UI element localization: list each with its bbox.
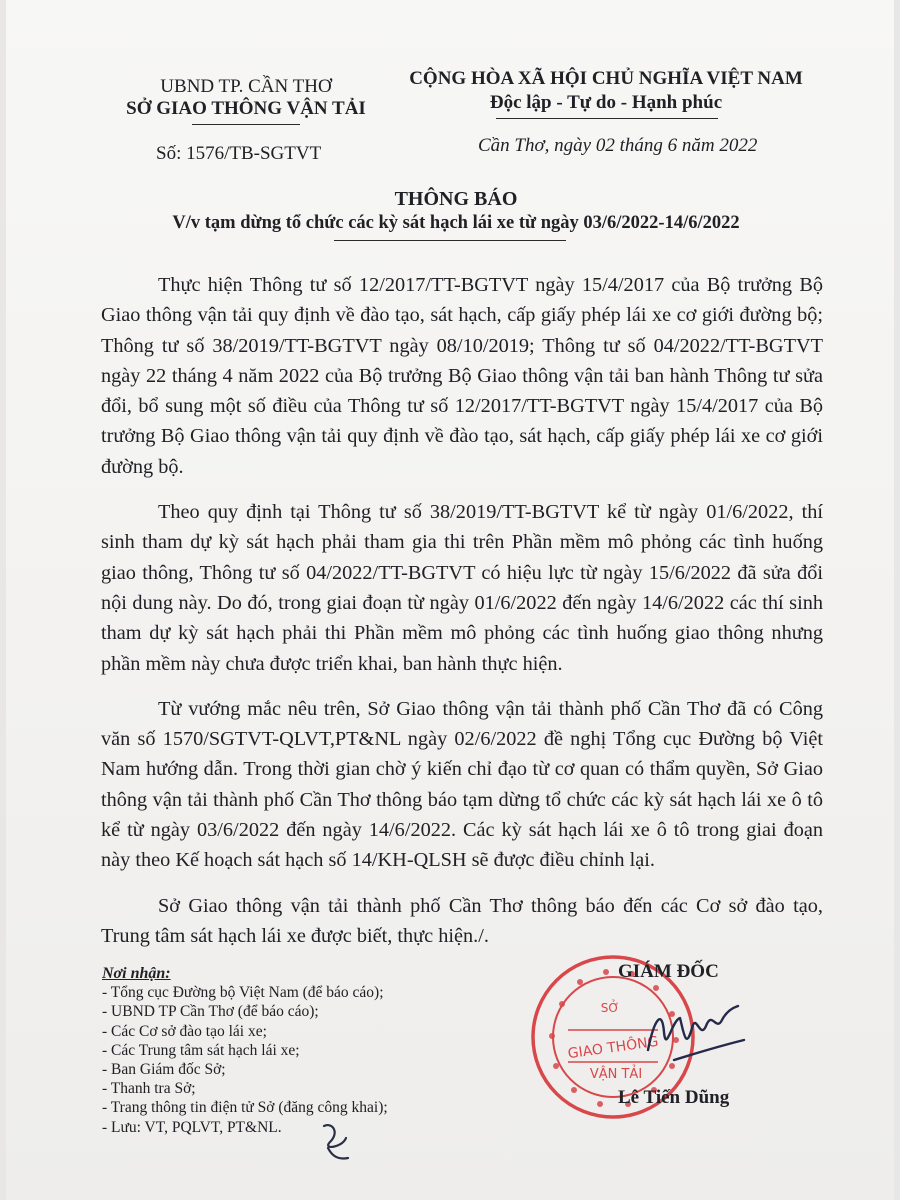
recipient-item: - Các Cơ sở đào tạo lái xe;	[102, 1022, 267, 1040]
recipient-item: - Ban Giám đốc Sở;	[102, 1061, 226, 1079]
motto-underline	[496, 118, 718, 119]
recipient-item: - Thanh tra Sở;	[102, 1080, 196, 1098]
org-parent: UBND TP. CẦN THƠ	[160, 76, 332, 97]
document-page	[6, 0, 894, 1200]
svg-text:GIAO THÔNG: GIAO THÔNG	[566, 1033, 660, 1063]
recipients-block	[102, 964, 388, 1137]
place-date: Cần Thơ, ngày 02 tháng 6 năm 2022	[478, 135, 758, 156]
svg-text:SỞ: SỞ	[600, 1001, 620, 1015]
nation-title: CỘNG HÒA XÃ HỘI CHỦ NGHĨA VIỆT NAM	[409, 68, 803, 89]
body-paragraph: Sở Giao thông vận tải thành phố Cần Thơ thông báo đến các Cơ sở đào tạo, Trung tâm sát hạch lái xe được biết, thực hiện./.	[101, 894, 823, 947]
document-subject: V/v tạm dừng tổ chức các kỳ sát hạch lái xe từ ngày 03/6/2022-14/6/2022	[172, 213, 740, 233]
recipient-item: - UBND TP Cần Thơ (để báo cáo);	[102, 1003, 319, 1021]
signer-name: Lê Tiến Dũng	[618, 1087, 730, 1108]
initial-mark-icon	[318, 1118, 354, 1166]
body-paragraph: Thực hiện Thông tư số 12/2017/TT-BGTVT ngày 15/4/2017 của Bộ trưởng Bộ Giao thông vận tải quy định về đào tạo, sát hạch, cấp giấy phép lái xe cơ giới đường bộ; Thông tư số 38/2019/TT-BGTVT ngày 08/10/2019; Thông tư số 04/2022/TT-BGTVT ngày 22 tháng 4 năm 2022 của Bộ trưởng Bộ Giao thông vận tải ban hành Thông tư sửa đổi, bổ sung một số điều của Thông tư số 12/2017/TT-BGTVT ngày 15/4/2017 của Bộ trưởng Bộ Giao thông vận tải quy định về đào tạo, sát hạch, cấp giấy phép lái xe cơ giới đường bộ.	[101, 274, 823, 478]
body-paragraph: Từ vướng mắc nêu trên, Sở Giao thông vận tải thành phố Cần Thơ đã có Công văn số 1570/SGTVT-QLVT,PT&NL ngày 02/6/2022 đề nghị Tổng cục Đường bộ Việt Nam hướng dẫn. Trong thời gian chờ ý kiến chỉ đạo từ cơ quan có thẩm quyền, Sở Giao thông vận tải thành phố Cần Thơ thông báo tạm dừng tổ chức các kỳ sát hạch lái xe ô tô kể từ ngày 03/6/2022 đến ngày 14/6/2022. Các kỳ sát hạch lái xe ô tô trong giai đoạn này theo Kế hoạch sát hạch số 14/KH-QLSH sẽ được điều chỉnh lại.	[101, 697, 823, 872]
svg-text:VẬN TẢI: VẬN TẢI	[589, 1067, 643, 1082]
recipients-title: Nơi nhận:	[102, 965, 171, 982]
handwritten-signature-icon	[634, 990, 754, 1082]
recipient-item: - Trang thông tin điện tử Sở (đăng công khai);	[102, 1099, 388, 1117]
org-name: SỞ GIAO THÔNG VẬN TẢI	[126, 98, 366, 119]
subject-underline	[334, 240, 566, 241]
recipient-item: - Các Trung tâm sát hạch lái xe;	[102, 1041, 300, 1059]
recipient-item: - Tổng cục Đường bộ Việt Nam (để báo cáo);	[102, 984, 384, 1002]
signer-position: GIÁM ĐỐC	[618, 961, 719, 982]
body-paragraph: Theo quy định tại Thông tư số 38/2019/TT-BGTVT kể từ ngày 01/6/2022, thí sinh tham dự kỳ sát hạch phải tham gia thi trên Phần mềm mô phỏng các tình huống giao thông, Thông tư số 04/2022/TT-BGTVT có hiệu lực từ ngày 15/6/2022 đã sửa đổi nội dung này. Do đó, trong giai đoạn từ ngày 01/6/2022 đến ngày 14/6/2022 các thí sinh tham dự kỳ sát hạch phải thi Phần mềm mô phỏng các tình huống giao thông nhưng phần mềm này chưa được triển khai, ban hành thực hiện.	[101, 501, 823, 675]
document-title: THÔNG BÁO	[394, 188, 518, 210]
recipient-item: - Lưu: VT, PQLVT, PT&NL.	[102, 1118, 282, 1136]
doc-number: Số: 1576/TB-SGTVT	[156, 143, 322, 164]
document-body	[101, 270, 823, 966]
motto: Độc lập - Tự do - Hạnh phúc	[489, 92, 723, 113]
org-underline	[192, 124, 300, 125]
